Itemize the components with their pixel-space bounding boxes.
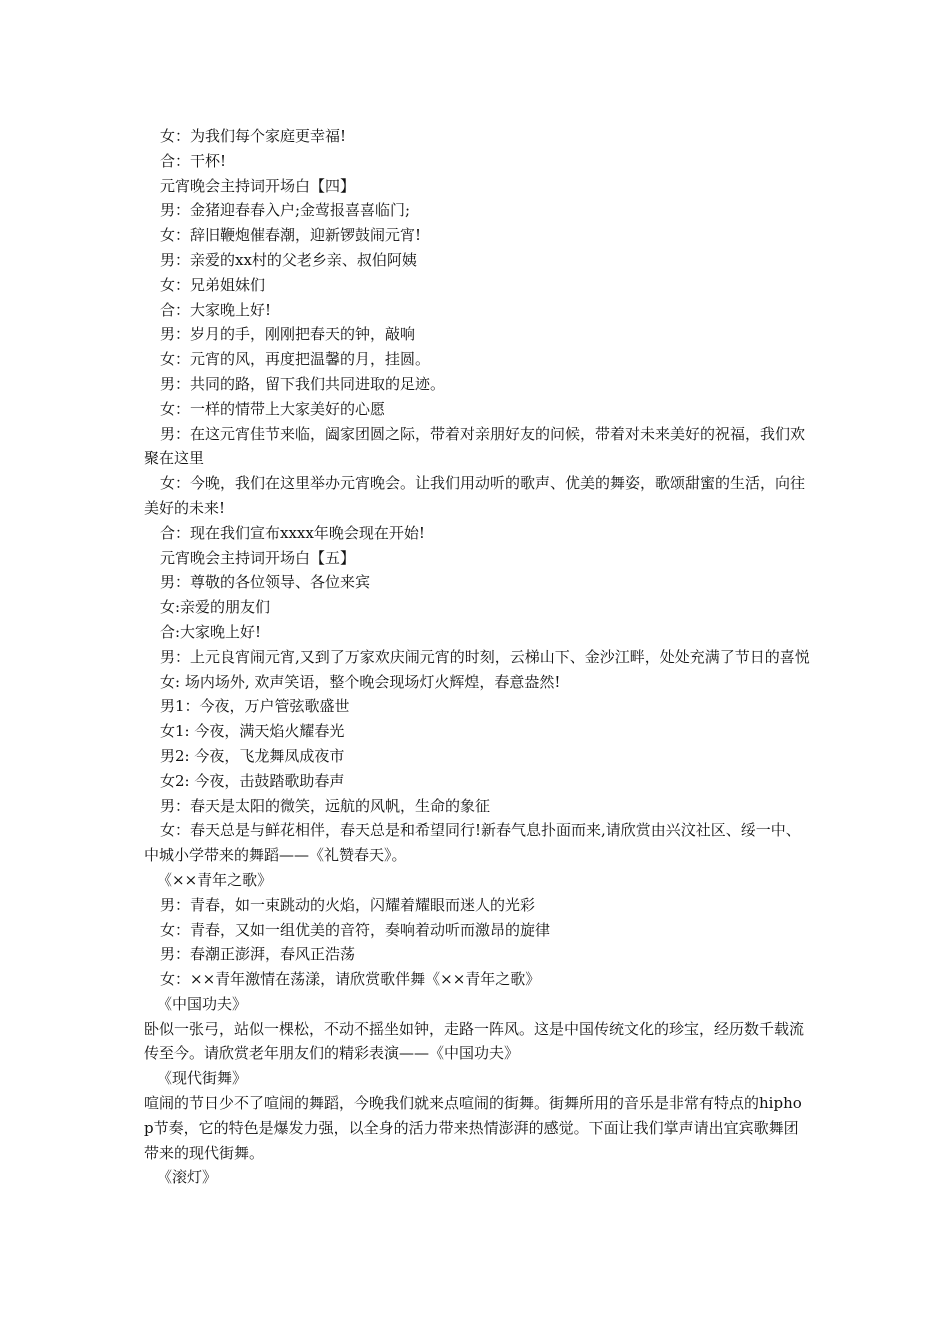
text-paragraph: 男：在这元宵佳节来临，阖家团圆之际，带着对亲朋好友的问候，带着对未来美好的祝福，我们欢聚在这里	[144, 424, 806, 468]
text-line: 男：共同的路，留下我们共同进取的足迹。	[160, 374, 446, 393]
text-line: 男：春天是太阳的微笑，远航的风帆，生命的象征	[160, 796, 491, 815]
section-heading: 元宵晚会主持词开场白【五】	[160, 548, 356, 567]
text-paragraph: 喧闹的节日少不了喧闹的舞蹈，今晚我们就来点喧闹的街舞。街舞所用的音乐是非常有特点的hiphop节奏，它的特色是爆发力强，以全身的活力带来热情澎湃的感觉。下面让我们掌声请出宜宾歌舞团带来的现代街舞。	[144, 1094, 802, 1162]
document-page	[144, 124, 810, 1190]
text-line: 女：兄弟姐妹们	[160, 275, 266, 294]
text-line: 女: 场内场外, 欢声笑语，整个晚会现场灯火辉煌，春意盎然!	[160, 672, 561, 691]
text-line: 女：辞旧鞭炮催春潮，迎新锣鼓闹元宵!	[160, 226, 422, 245]
text-line: 女：一样的情带上大家美好的心愿	[160, 399, 386, 418]
text-line: 男2: 今夜，飞龙舞凤成夜市	[160, 746, 345, 765]
text-line: 男：金猪迎春春入户;金莺报喜喜临门;	[160, 201, 411, 220]
text-line: 合：大家晚上好!	[160, 300, 272, 319]
text-paragraph: 卧似一张弓，站似一棵松，不动不摇坐如钟，走路一阵风。这是中国传统文化的珍宝，经历数千载流传至今。请欣赏老年朋友们的精彩表演——《中国功夫》	[144, 1019, 805, 1063]
text-line: 男：青春，如一束跳动的火焰，闪耀着耀眼而迷人的光彩	[160, 895, 536, 914]
text-line: 合：干杯!	[160, 151, 227, 170]
text-line: 女1: 今夜，满天焰火耀春光	[160, 722, 345, 741]
program-title: 《中国功夫》	[157, 994, 248, 1013]
text-line: 女：××青年激情在荡漾，请欣赏歌伴舞《××青年之歌》	[160, 970, 541, 989]
text-line: 男：春潮正澎湃，春风正浩荡	[160, 945, 356, 964]
program-title: 《××青年之歌》	[157, 870, 273, 889]
text-paragraph: 男：上元良宵闹元宵,又到了万家欢庆闹元宵的时刻，云梯山下、金沙江畔，处处充满了节日的喜悦	[160, 647, 810, 666]
text-line: 女2: 今夜，击鼓踏歌助春声	[160, 771, 345, 790]
text-line: 男1：今夜，万户管弦歌盛世	[160, 697, 350, 716]
text-line: 合:大家晚上好!	[160, 622, 262, 641]
text-line: 女：元宵的风，再度把温馨的月，挂圆。	[160, 350, 431, 369]
text-paragraph: 女：春天总是与鲜花相伴，春天总是和希望同行!新春气息扑面而来,请欣赏由兴汶社区、绥一中、中城小学带来的舞蹈——《礼赞春天》。	[144, 821, 801, 865]
text-line: 合：现在我们宣布xxxx年晚会现在开始!	[160, 523, 425, 542]
text-line: 女：为我们每个家庭更幸福!	[160, 127, 347, 145]
text-line: 男：岁月的手，刚刚把春天的钟，敲响	[160, 325, 416, 344]
text-line: 男：亲爱的xx村的父老乡亲、叔伯阿姨	[160, 250, 417, 269]
text-line: 女:亲爱的朋友们	[160, 598, 271, 617]
program-title: 《现代街舞》	[157, 1069, 248, 1088]
text-line: 女：青春，又如一组优美的音符，奏响着动听而激昂的旋律	[160, 920, 551, 939]
text-paragraph: 女：今晚，我们在这里举办元宵晚会。让我们用动听的歌声、优美的舞姿，歌颂甜蜜的生活，向往美好的未来!	[144, 474, 806, 517]
text-line: 男：尊敬的各位领导、各位来宾	[160, 573, 371, 592]
section-heading: 元宵晚会主持词开场白【四】	[160, 176, 356, 195]
program-title: 《滚灯》	[157, 1168, 218, 1187]
